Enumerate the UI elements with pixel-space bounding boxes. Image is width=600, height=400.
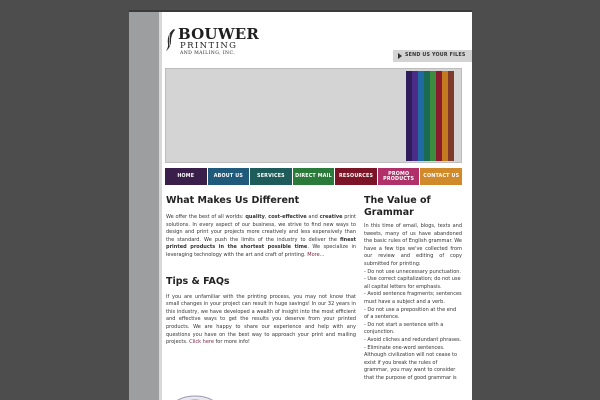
tips-paragraph [166,294,356,347]
nav-item-home[interactable]: HOME [165,168,207,185]
text-bold: quality [245,214,265,220]
text-bold: finest printed products in the shortest possible time [166,236,356,251]
nav-item-contact-us[interactable]: CONTACT US [420,168,462,185]
grammar-tip: - Avoid sentence fragments; sentences must have a subject and a verb. [364,291,462,305]
left-inner-bar [159,12,162,400]
heading-value-of-grammar: The Value of Grammar [364,195,431,218]
banner-stripe [448,71,454,161]
main-content [166,195,356,347]
logo-quill-icon [165,28,176,52]
page [129,10,472,400]
more-link[interactable]: More... [307,251,325,258]
text: . We specialize in leveraging technology with the art and craft of printing. [166,244,356,258]
main-nav [165,168,462,185]
grammar-tips [364,269,462,383]
nav-item-services[interactable]: SERVICES [250,168,292,185]
grammar-tip: - Do not use a preposition at the end of a sentence. [364,306,457,321]
send-files-button[interactable] [393,50,472,62]
text-bold: cost-effective [268,214,307,220]
intro-paragraph [166,214,356,260]
arrow-right-icon [398,53,402,59]
send-files-label: SEND US YOUR FILES [405,53,466,58]
heading-tips-faqs: Tips & FAQs [166,275,230,287]
logo-subtitle: PRINTING [180,41,238,51]
click-here-link[interactable]: Click here [189,339,214,346]
grammar-tip: - Use correct capitalization; do not use all capital letters for emphasis. [364,276,461,290]
left-gray-bar [129,12,159,400]
text-bold: creative [319,214,343,220]
grammar-tip: - Avoid cliches and redundant phrases. [364,336,462,343]
text: We offer the best of all worlds: [166,214,246,220]
nav-item-about-us[interactable]: ABOUT US [208,168,250,185]
header [162,12,472,68]
text: If you are unfamiliar with the printing process, you may not know that small changes in your project can result in huge savings! In our 32 years in this industry, we have developed a wealth of insight into the most efficient and effective ways to get the results you deserve from your printed products. We are happy to share our experience and help with any questions you have on the best way to approach your print and mailing projects. [166,293,356,346]
heading-what-makes-us-different: What Makes Us Different [166,195,300,206]
grammar-tip: - Do not start a sentence with a conjunction. [364,321,444,336]
logo[interactable] [165,25,260,56]
logo-subtitle-2: AND MAILING, INC. [180,51,236,56]
banner-image [165,68,462,163]
sidebar [364,195,462,382]
text: and [306,214,320,220]
nav-item-resources[interactable]: RESOURCES [335,168,377,185]
text: , [264,214,269,220]
grammar-tip: - Do not use unnecessary punctuation. [364,268,462,275]
text: for more info! [213,339,250,346]
grammar-tip: Although civilization will not cease to exist if you break the rules of grammar, you may want to consider that the purpose of good grammar is [364,352,458,381]
grammar-intro: In this time of email, blogs, texts and tweets, many of us have abandoned the basic rules of English grammar. We have a few tips we've collected from our review and editing of copy submitted for printing: [364,223,462,267]
award-seal-icon [165,394,225,400]
text: print solutions. In every aspect of our business, we strive to find new ways to design and print your projects more creatively and less expensively than the standard. We push the limits of the industry to deliver the [166,214,357,243]
nav-item-direct-mail[interactable]: DIRECT MAIL [293,168,335,185]
grammar-tip: - Eliminate one-word sentences. [364,344,445,351]
logo-name: BOUWER [178,25,260,43]
color-stripes [406,71,454,161]
nav-item-promo-products[interactable]: PROMO PRODUCTS [378,168,420,185]
